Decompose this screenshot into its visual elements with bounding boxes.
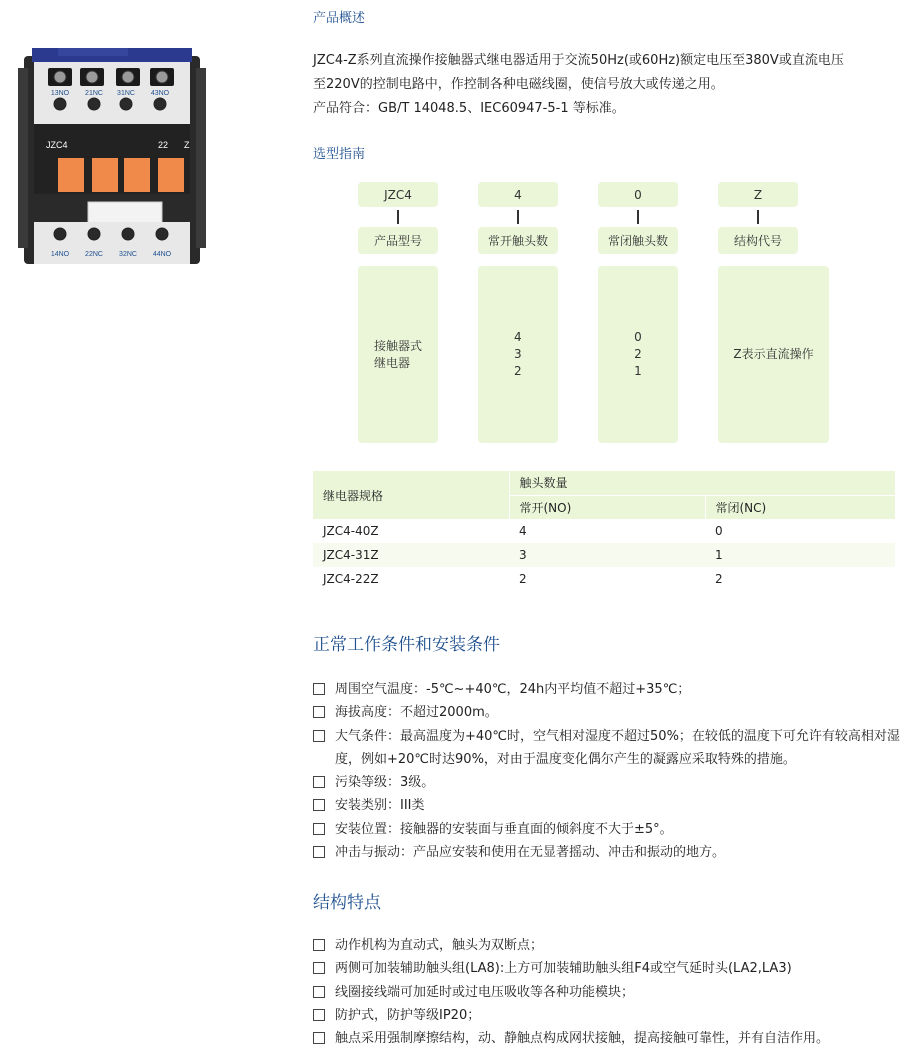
checkbox-icon xyxy=(313,939,325,951)
guide-desc-line: 4 xyxy=(514,330,522,344)
list-item xyxy=(313,678,913,701)
list-item xyxy=(313,771,913,794)
bottom-terminal-label: 44NO xyxy=(152,251,172,258)
top-terminal-label: 13NO xyxy=(50,90,70,97)
table-cell-nc: 2 xyxy=(705,567,895,591)
table-cell-nc: 1 xyxy=(705,543,895,567)
top-terminal-label: 31NC xyxy=(117,90,135,97)
guide-connector xyxy=(637,210,639,224)
overview-line: 至220V的控制电路中，作控制各种电磁线圈，使信号放大或传递之用。 xyxy=(313,77,724,92)
list-item-text: 周围空气温度：-5℃~+40℃，24h内平均值不超过+35℃； xyxy=(335,682,691,697)
table-cell-no: 3 xyxy=(509,543,705,567)
list-item-text: 海拔高度：不超过2000m。 xyxy=(335,705,498,721)
table-header-nc: 常闭(NC) xyxy=(705,495,895,519)
list-item-text: 防护式，防护等级IP20； xyxy=(335,1007,481,1023)
guide-desc-line: 1 xyxy=(634,364,642,378)
guide-desc-line: 2 xyxy=(634,347,642,361)
guide-label-box: 结构代号 xyxy=(718,227,798,254)
list-item xyxy=(313,981,913,1004)
guide-desc-line: 接触器式 xyxy=(374,338,423,353)
overview-heading: 产品概述 xyxy=(313,11,366,26)
checkbox-icon xyxy=(313,823,325,835)
model-label: JZC4 xyxy=(46,140,68,150)
checkbox-icon xyxy=(313,986,325,998)
list-item-text: 触点采用强制摩擦结构，动、静触点构成网状接触，提高接触可靠性，并有自洁作用。 xyxy=(335,1031,830,1047)
table-header-contacts: 触头数量 xyxy=(509,471,895,495)
guide-label-box: 产品型号 xyxy=(358,227,438,254)
guide-code-box: JZC4 xyxy=(358,182,438,207)
checkbox-icon xyxy=(313,730,325,742)
rating-label: 22 xyxy=(158,140,169,150)
overview-line: JZC4-Z系列直流操作接触器式继电器适用于交流50Hz(或60Hz)额定电压至380V或直流电压 xyxy=(313,53,844,68)
checkbox-icon xyxy=(313,962,325,974)
guide-desc-line: 3 xyxy=(514,347,522,361)
list-item-text: 污染等级：3级。 xyxy=(335,775,435,791)
table-cell-no: 2 xyxy=(509,567,705,591)
overview-text xyxy=(313,49,908,121)
guide-code-box: 0 xyxy=(598,182,678,207)
table-row xyxy=(313,519,895,543)
list-item-text: 安装类别：III类 xyxy=(335,798,425,814)
bottom-terminal-label: 14NO xyxy=(50,251,70,258)
list-item xyxy=(313,701,913,724)
list-item xyxy=(313,818,913,841)
table-cell-model: JZC4-31Z xyxy=(313,543,509,567)
type-label: Z xyxy=(184,140,190,150)
table-header-spec: 继电器规格 xyxy=(313,471,509,519)
list-item-text: 线圈接线端可加延时或过电压吸收等各种功能模块； xyxy=(335,984,635,1000)
list-item-text: 冲击与振动：产品应安装和使用在无显著摇动、冲击和振动的地方。 xyxy=(335,845,726,861)
guide-desc-box xyxy=(598,266,678,443)
bottom-terminal-label: 32NC xyxy=(119,251,137,258)
list-item xyxy=(313,934,913,957)
product-image xyxy=(18,48,206,270)
table-row xyxy=(313,567,895,591)
guide-heading: 选型指南 xyxy=(313,147,366,162)
list-item-text: 大气条件：最高温度为+40℃时，空气相对湿度不超过50%；在较低的温度下可允许有较高相对湿度，例如+20℃时达90%，对由于温度变化偶尔产生的凝露应采取特殊的措施。 xyxy=(335,728,900,767)
guide-desc-box xyxy=(358,266,438,443)
list-item-text: 安装位置：接触器的安装面与垂直面的倾斜度不大于±5°。 xyxy=(335,821,673,837)
top-terminal-label: 43NO xyxy=(150,90,170,97)
checkbox-icon xyxy=(313,1032,325,1044)
table-header-no: 常开(NO) xyxy=(509,495,705,519)
checkbox-icon xyxy=(313,683,325,695)
guide-label-box: 常开触头数 xyxy=(478,227,558,254)
table-cell-nc: 0 xyxy=(705,519,895,543)
guide-label-box: 常闭触头数 xyxy=(598,227,678,254)
guide-connector xyxy=(757,210,759,224)
list-item xyxy=(313,794,913,817)
list-item xyxy=(313,1004,913,1027)
list-item xyxy=(313,841,913,864)
guide-code-box: 4 xyxy=(478,182,558,207)
checkbox-icon xyxy=(313,846,325,858)
list-item-text: 动作机构为直动式，触头为双断点； xyxy=(335,938,544,953)
list-item xyxy=(313,725,913,772)
guide-desc-line: 继电器 xyxy=(374,355,411,370)
spec-table xyxy=(313,471,895,591)
list-item xyxy=(313,957,913,980)
table-row xyxy=(313,543,895,567)
guide-code-box: Z xyxy=(718,182,798,207)
guide-connector xyxy=(397,210,399,224)
conditions-list xyxy=(313,678,913,864)
guide-desc-box xyxy=(478,266,558,443)
features-heading: 结构特点 xyxy=(313,893,381,913)
top-terminal-label: 21NC xyxy=(85,90,103,97)
conditions-heading: 正常工作条件和安装条件 xyxy=(313,635,500,655)
guide-desc-box xyxy=(718,266,829,443)
guide-desc-line: Z表示直流操作 xyxy=(733,347,814,361)
checkbox-icon xyxy=(313,776,325,788)
guide-desc-line: 2 xyxy=(514,364,522,378)
table-cell-model: JZC4-22Z xyxy=(313,567,509,591)
checkbox-icon xyxy=(313,706,325,718)
checkbox-icon xyxy=(313,799,325,811)
overview-line: 产品符合：GB/T 14048.5、IEC60947-5-1 等标准。 xyxy=(313,101,625,116)
checkbox-icon xyxy=(313,1009,325,1021)
list-item xyxy=(313,1027,913,1050)
guide-desc-line: 0 xyxy=(634,330,642,344)
list-item-text: 两侧可加装辅助触头组(LA8):上方可加装辅助触头组F4或空气延时头(LA2,LA3) xyxy=(335,961,792,977)
table-cell-no: 4 xyxy=(509,519,705,543)
features-list xyxy=(313,934,913,1050)
table-cell-model: JZC4-40Z xyxy=(313,519,509,543)
bottom-terminal-label: 22NC xyxy=(85,251,103,258)
guide-connector xyxy=(517,210,519,224)
